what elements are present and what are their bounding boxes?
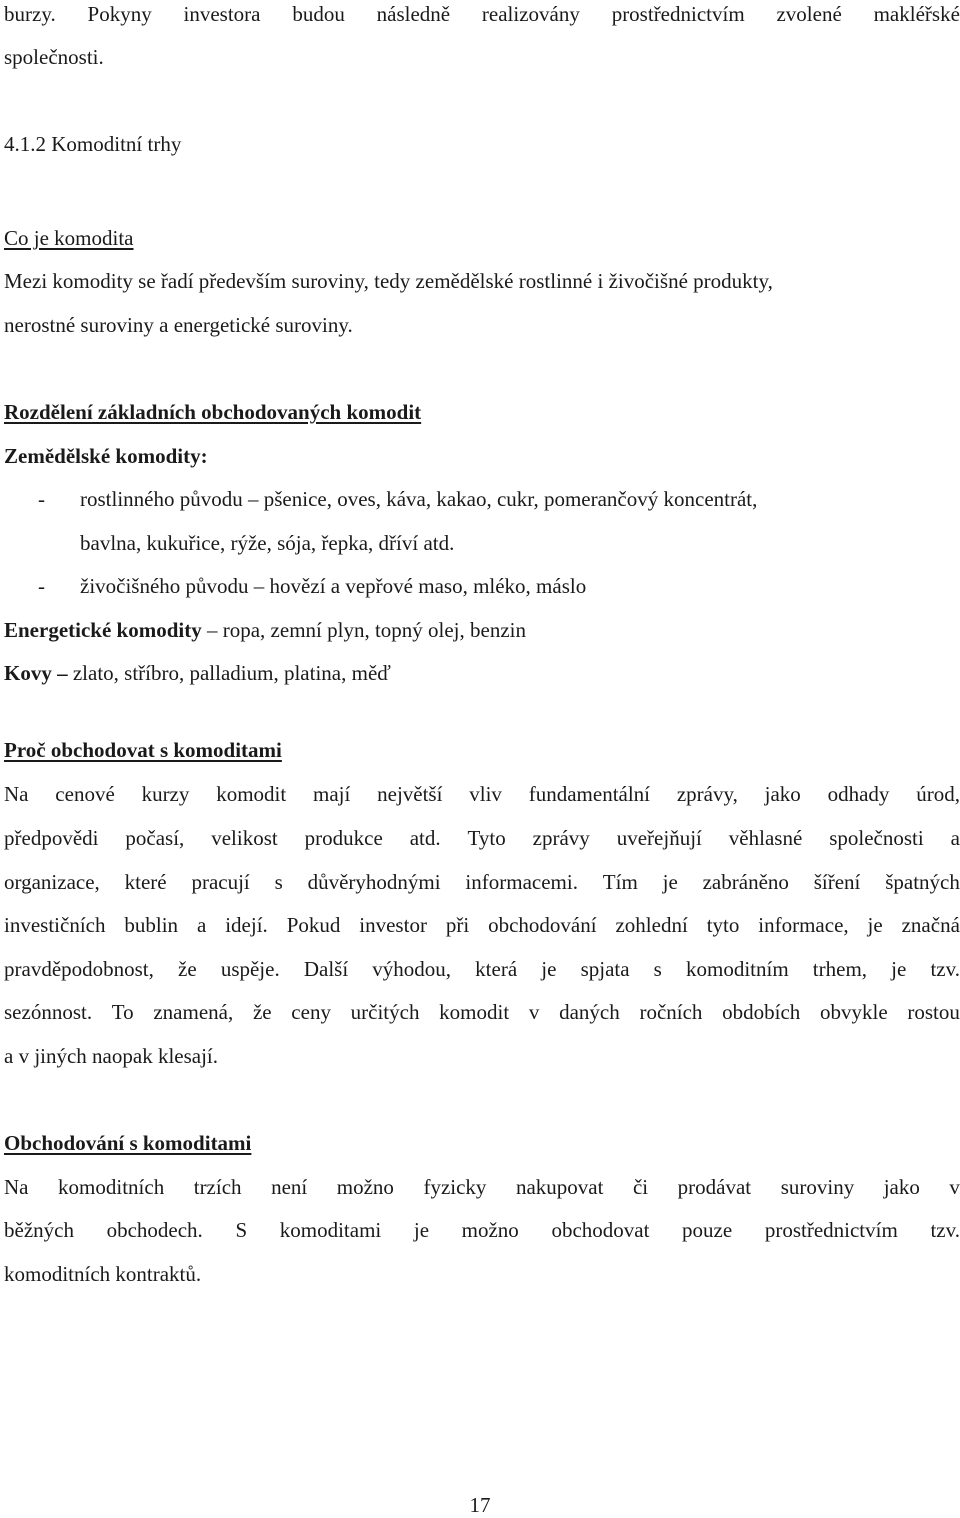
word: prostřednictvím xyxy=(611,2,745,26)
word: je xyxy=(891,957,907,981)
plant-bullet-dash: - xyxy=(38,487,45,511)
word: makléřské xyxy=(873,2,960,26)
word: věhlasné xyxy=(728,826,803,850)
why-line-2 xyxy=(4,872,960,893)
energy-text: – ropa, zemní plyn, topný olej, benzin xyxy=(201,618,526,642)
word: pouze xyxy=(682,1218,733,1242)
word: předpovědi xyxy=(4,826,99,850)
word: možno xyxy=(336,1175,394,1199)
word: komodit xyxy=(439,1000,510,1024)
word: komodit xyxy=(216,782,287,806)
word: či xyxy=(632,1175,649,1199)
word: cenové xyxy=(55,782,115,806)
word: budou xyxy=(292,2,345,26)
word: fundamentální xyxy=(528,782,651,806)
trade-line-0 xyxy=(4,1177,960,1198)
word: které xyxy=(124,870,167,894)
metals-line xyxy=(4,663,391,684)
word: běžných xyxy=(4,1218,74,1242)
word: výhodou, xyxy=(372,957,452,981)
word: idejí. xyxy=(225,913,268,937)
word: tyto xyxy=(706,913,740,937)
word: sezónnost. xyxy=(4,1000,93,1024)
word: špatných xyxy=(885,870,960,894)
why-line-6: a v jiných naopak klesají. xyxy=(4,1044,219,1068)
word: trzích xyxy=(193,1175,242,1199)
word: nakupovat xyxy=(515,1175,604,1199)
animal-bullet-dash: - xyxy=(38,574,45,598)
word: komoditních xyxy=(58,1175,165,1199)
word: jako xyxy=(764,782,801,806)
word: atd. xyxy=(409,826,441,850)
word: komoditami xyxy=(279,1218,382,1242)
word: mají xyxy=(313,782,351,806)
word: která xyxy=(475,957,518,981)
word: úrod, xyxy=(916,782,960,806)
word: komoditním xyxy=(685,957,789,981)
energy-label: Energetické komodity xyxy=(4,618,202,642)
page-number: 17 xyxy=(469,1493,491,1517)
why-line-1 xyxy=(4,828,960,849)
word: je xyxy=(662,870,678,894)
word: je xyxy=(413,1218,430,1242)
plant-line-1: rostlinného původu – pšenice, oves, káva, kakao, cukr, pomerančový koncentrát, xyxy=(80,487,758,511)
plant-line-2: bavlna, kukuřice, rýže, sója, řepka, dříví atd. xyxy=(80,531,455,555)
word: S xyxy=(235,1218,248,1242)
word: investičních xyxy=(4,913,106,937)
word: v xyxy=(949,1175,960,1199)
word: značná xyxy=(901,913,960,937)
word: jako xyxy=(883,1175,920,1199)
word: uspěje. xyxy=(220,957,280,981)
animal-line: živočišného původu – hovězí a vepřové maso, mléko, máslo xyxy=(80,574,587,598)
word: bublin xyxy=(124,913,179,937)
word: realizovány xyxy=(481,2,580,26)
word: počasí, xyxy=(125,826,185,850)
word: při xyxy=(445,913,470,937)
word: Tyto xyxy=(467,826,506,850)
word: s xyxy=(653,957,662,981)
word: obchodovat xyxy=(551,1218,650,1242)
agri-label: Zemědělské komodity: xyxy=(4,444,208,468)
word: zvolené xyxy=(776,2,842,26)
division-heading: Rozdělení základních obchodovaných komodit xyxy=(4,400,422,424)
word: pravděpodobnost, xyxy=(4,957,154,981)
word: není xyxy=(271,1175,308,1199)
word: Na xyxy=(4,1175,29,1199)
word: prodávat xyxy=(677,1175,752,1199)
intro-line-1 xyxy=(4,4,960,25)
word: To xyxy=(111,1000,134,1024)
word: rostou xyxy=(907,1000,960,1024)
word: s xyxy=(274,870,283,894)
word: určitých xyxy=(350,1000,420,1024)
word: zohlední xyxy=(615,913,688,937)
word: trhem, xyxy=(812,957,868,981)
word: společnosti xyxy=(829,826,924,850)
word: informace, xyxy=(758,913,849,937)
word: burzy. xyxy=(4,2,56,26)
word: investor xyxy=(359,913,427,937)
word: největší xyxy=(377,782,443,806)
word: Na xyxy=(4,782,29,806)
word: šíření xyxy=(813,870,861,894)
word: vliv xyxy=(469,782,502,806)
why-heading: Proč obchodovat s komoditami xyxy=(4,738,282,762)
why-line-5 xyxy=(4,1002,960,1023)
word: že xyxy=(178,957,197,981)
word: pracují xyxy=(191,870,250,894)
why-line-3 xyxy=(4,915,960,936)
word: prostřednictvím xyxy=(764,1218,898,1242)
word: Pokud xyxy=(286,913,341,937)
word: zabráněno xyxy=(702,870,789,894)
word: že xyxy=(252,1000,272,1024)
word: je xyxy=(541,957,557,981)
word: v xyxy=(528,1000,540,1024)
word: organizace, xyxy=(4,870,100,894)
word: velikost xyxy=(211,826,278,850)
word: investora xyxy=(183,2,261,26)
word: odhady xyxy=(827,782,890,806)
word: následně xyxy=(376,2,451,26)
word: Pokyny xyxy=(87,2,152,26)
word: kurzy xyxy=(141,782,190,806)
word: možno xyxy=(461,1218,519,1242)
metals-text: zlato, stříbro, palladium, platina, měď xyxy=(67,661,391,685)
word: obchodech. xyxy=(106,1218,203,1242)
word: Další xyxy=(303,957,349,981)
word: spjata xyxy=(580,957,630,981)
word: a xyxy=(196,913,207,937)
word: Tím xyxy=(602,870,638,894)
word: produkce xyxy=(304,826,383,850)
word: znamená, xyxy=(153,1000,234,1024)
metals-label: Kovy – xyxy=(4,661,68,685)
word: důvěryhodnými xyxy=(307,870,441,894)
word: suroviny xyxy=(780,1175,855,1199)
word: ročních xyxy=(639,1000,703,1024)
word: informacemi. xyxy=(465,870,578,894)
why-line-0 xyxy=(4,784,960,805)
trade-heading: Obchodování s komoditami xyxy=(4,1131,252,1155)
word: tzv. xyxy=(930,957,960,981)
intro-line-2: společnosti. xyxy=(4,45,104,69)
word: tzv. xyxy=(930,1218,960,1242)
word: obvykle xyxy=(820,1000,888,1024)
word: zprávy, xyxy=(676,782,738,806)
word: ceny xyxy=(291,1000,331,1024)
trade-line-2: komoditních kontraktů. xyxy=(4,1262,202,1286)
word: obdobích xyxy=(722,1000,801,1024)
word: daných xyxy=(559,1000,620,1024)
section-title: 4.1.2 Komoditní trhy xyxy=(4,132,182,156)
word: fyzicky xyxy=(423,1175,487,1199)
word: zprávy xyxy=(532,826,590,850)
word: uveřejňují xyxy=(616,826,702,850)
energy-line xyxy=(4,620,526,641)
word: je xyxy=(867,913,883,937)
why-line-4 xyxy=(4,959,960,980)
what-line-1: Mezi komodity se řadí především suroviny, tedy zemědělské rostlinné i živočišné produkty, xyxy=(4,269,773,293)
word: obchodování xyxy=(488,913,597,937)
word: a xyxy=(950,826,960,850)
what-line-2: nerostné suroviny a energetické suroviny. xyxy=(4,313,353,337)
trade-line-1 xyxy=(4,1220,960,1241)
what-is-commodity-heading: Co je komodita xyxy=(4,226,134,250)
